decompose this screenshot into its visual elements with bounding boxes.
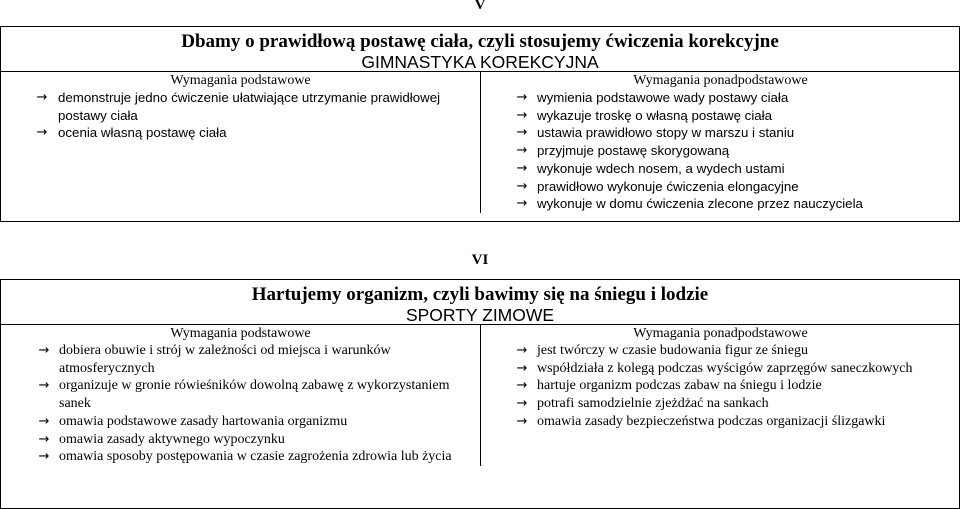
list-item — [1, 431, 480, 449]
section-title: Dbamy o prawidłową postawę ciała, czyli stosujemy ćwiczenia korekcyjne — [181, 31, 779, 52]
list-item — [481, 124, 959, 142]
list-item-text: dobiera obuwie i strój w zależności od miejsca i warunków atmosferycznych — [59, 343, 391, 376]
column-headers — [1, 71, 959, 89]
arrow-right-icon: → — [516, 343, 528, 358]
arrow-right-icon: → — [36, 90, 48, 105]
list-item-text: ocenia własną postawę ciała — [58, 125, 227, 141]
list-item — [481, 195, 959, 213]
arrow-right-icon: → — [516, 125, 528, 141]
section-subtitle: SPORTY ZIMOWE — [405, 305, 555, 325]
arrow-right-icon: → — [516, 413, 528, 429]
list-item — [481, 178, 959, 196]
list-item-text: organizuje w gronie rówieśników dowolną zabawę z wykorzystaniem sanek — [59, 378, 450, 412]
section-number: V — [474, 0, 486, 13]
arrow-right-icon: → — [516, 90, 528, 105]
requirements-table — [0, 279, 960, 509]
arrow-right-icon: → — [516, 196, 528, 212]
list-item-text: omawia zasady aktywnego wypoczynku — [59, 431, 285, 447]
left-column-header: Wymagania podstawowe — [170, 326, 311, 341]
arrow-right-icon: → — [38, 413, 50, 429]
list-item-text: prawidłowo wykonuje ćwiczenia elongacyjne — [537, 178, 799, 194]
list-item — [481, 160, 959, 178]
list-item-text: omawia podstawowe zasady hartowania organizmu — [59, 413, 348, 429]
right-column-header: Wymagania ponadpodstawowe — [480, 72, 960, 89]
list-item — [1, 342, 480, 377]
right-column-header: Wymagania ponadpodstawowe — [480, 325, 960, 342]
list-item-text: ustawia prawidłowo stopy w marszu i staniu — [537, 125, 795, 141]
list-item-text: wymienia podstawowe wady postawy ciała — [537, 90, 789, 105]
list-item — [481, 342, 959, 360]
arrow-right-icon: → — [38, 378, 50, 394]
list-item-text: jest twórczy w czasie budowania figur ze śniegu — [537, 343, 808, 358]
arrow-right-icon: → — [516, 360, 528, 376]
list-item-text: wykazuje troskę o własną postawę ciała — [537, 107, 773, 123]
section-title: Hartujemy organizm, czyli bawimy się na śniegu i lodzie — [251, 284, 709, 305]
section-number: VI — [471, 252, 489, 268]
left-column-header: Wymagania podstawowe — [170, 73, 311, 88]
list-item — [481, 413, 959, 431]
arrow-right-icon: → — [516, 178, 528, 194]
list-item — [1, 377, 480, 412]
arrow-right-icon: → — [516, 107, 528, 123]
column-headers — [1, 324, 959, 342]
list-item-text: omawia sposoby postępowania w czasie zagrożenia zdrowia lub życia — [59, 449, 452, 465]
list-item — [481, 360, 959, 378]
advanced-requirements-list — [481, 89, 959, 213]
arrow-right-icon: → — [38, 431, 50, 447]
advanced-requirements — [481, 342, 959, 466]
list-item-text: demonstruje jedno ćwiczenie ułatwiające utrzymanie prawidłowej postawy ciała — [58, 90, 441, 123]
list-item — [481, 142, 959, 160]
arrow-right-icon: → — [516, 396, 528, 412]
arrow-right-icon: → — [516, 160, 528, 176]
list-item-text: przyjmuje postawę skorygowaną — [537, 143, 730, 159]
list-item — [481, 377, 959, 395]
basic-requirements — [1, 342, 481, 466]
list-item — [481, 395, 959, 413]
list-item — [481, 107, 959, 125]
list-item — [1, 413, 480, 431]
list-item — [1, 448, 480, 466]
basic-requirements — [1, 89, 481, 213]
arrow-right-icon: → — [516, 143, 528, 159]
arrow-right-icon: → — [516, 378, 528, 394]
list-item-text: hartuje organizm podczas zabaw na śniegu i lodzie — [537, 378, 822, 394]
list-item — [1, 124, 480, 142]
section-subtitle: GIMNASTYKA KOREKCYJNA — [361, 52, 599, 72]
list-item-text: omawia zasady bezpieczeństwa podczas organizacji ślizgawki — [537, 413, 886, 429]
advanced-requirements-list — [481, 342, 959, 431]
columns — [1, 89, 959, 213]
arrow-right-icon: → — [38, 343, 50, 358]
basic-requirements-list — [1, 89, 480, 142]
list-item — [1, 89, 480, 124]
advanced-requirements — [481, 89, 959, 213]
list-item-text: wykonuje wdech nosem, a wydech ustami — [537, 160, 785, 176]
columns — [1, 342, 959, 466]
list-item-text: współdziała z kolegą podczas wyścigów zaprzęgów saneczkowych — [537, 360, 913, 376]
requirements-table — [0, 26, 960, 222]
list-item-text: potrafi samodzielnie zjeżdżać na sankach — [537, 396, 769, 412]
arrow-right-icon: → — [38, 449, 50, 465]
list-item-text: wykonuje w domu ćwiczenia zlecone przez nauczyciela — [537, 196, 863, 212]
basic-requirements-list — [1, 342, 480, 466]
arrow-right-icon: → — [36, 125, 48, 141]
list-item — [481, 89, 959, 107]
